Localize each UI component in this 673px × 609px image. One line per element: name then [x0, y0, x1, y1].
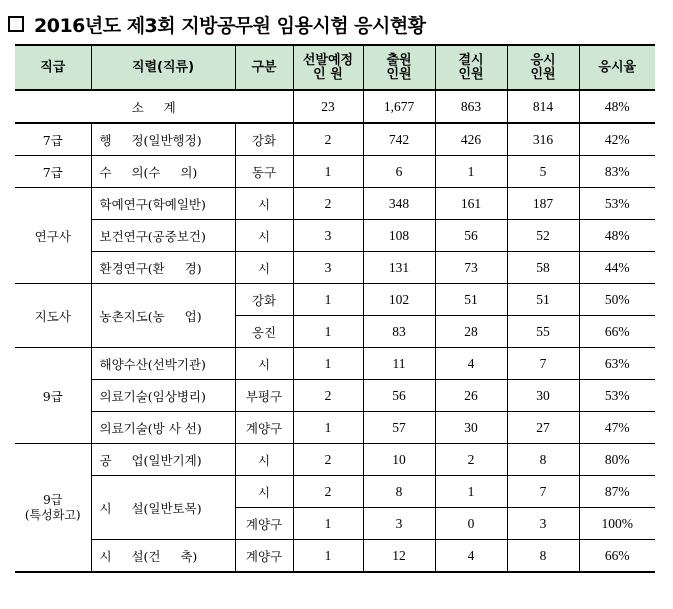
col-header-rate: 응시율 [579, 45, 655, 90]
table-row [15, 476, 655, 508]
takers-cell: 8 [507, 444, 579, 476]
applicants-cell: 12 [363, 540, 435, 573]
takers-cell: 8 [507, 540, 579, 573]
subtotal-rate: 48% [579, 90, 655, 123]
subtotal-absent: 863 [435, 90, 507, 123]
applicants-cell: 3 [363, 508, 435, 540]
grade-cell: 7급 [15, 123, 91, 156]
applicants-cell: 83 [363, 316, 435, 348]
grade-line1: 9급 [43, 492, 63, 507]
takers-cell: 7 [507, 348, 579, 380]
col-header-division: 구분 [235, 45, 293, 90]
absent-cell: 1 [435, 476, 507, 508]
rate-cell: 44% [579, 252, 655, 284]
absent-cell: 26 [435, 380, 507, 412]
division-cell: 옹진 [235, 316, 293, 348]
series-cell: 행 정(일반행정) [91, 123, 235, 156]
quota-cell: 2 [293, 444, 363, 476]
grade-cell: 연구사 [15, 188, 91, 284]
table-row [15, 380, 655, 412]
quota-cell: 1 [293, 348, 363, 380]
table-row [15, 348, 655, 380]
applicants-cell: 131 [363, 252, 435, 284]
quota-cell: 2 [293, 380, 363, 412]
table-row [15, 220, 655, 252]
series-cell: 시 설(일반토목) [91, 476, 235, 540]
grade-cell: 지도사 [15, 284, 91, 348]
takers-cell: 5 [507, 156, 579, 188]
col-header-applicants-line2: 인원 [386, 66, 412, 82]
grade-line2: (특성화고) [24, 507, 81, 522]
rate-cell: 66% [579, 540, 655, 573]
absent-cell: 2 [435, 444, 507, 476]
series-cell: 해양수산(선박기관) [91, 348, 235, 380]
series-cell: 수 의(수 의) [91, 156, 235, 188]
applicants-cell: 102 [363, 284, 435, 316]
series-cell: 환경연구(환 경) [91, 252, 235, 284]
col-header-absent-line1: 결시 [458, 52, 484, 68]
takers-cell: 55 [507, 316, 579, 348]
division-cell: 시 [235, 348, 293, 380]
grade-cell: 9급 [15, 348, 91, 444]
absent-cell: 30 [435, 412, 507, 444]
takers-cell: 187 [507, 188, 579, 220]
applicants-cell: 57 [363, 412, 435, 444]
quota-cell: 1 [293, 316, 363, 348]
series-cell: 농촌지도(농 업) [91, 284, 235, 348]
table-row [15, 412, 655, 444]
absent-cell: 4 [435, 540, 507, 573]
division-cell: 계양구 [235, 412, 293, 444]
series-cell: 의료기술(방 사 선) [91, 412, 235, 444]
header-row [15, 45, 655, 90]
quota-cell: 1 [293, 156, 363, 188]
rate-cell: 66% [579, 316, 655, 348]
subtotal-applicants: 1,677 [363, 90, 435, 123]
subtotal-quota: 23 [293, 90, 363, 123]
takers-cell: 316 [507, 123, 579, 156]
division-cell: 동구 [235, 156, 293, 188]
division-cell: 시 [235, 476, 293, 508]
col-header-takers-line2: 인원 [530, 66, 556, 82]
division-cell: 계양구 [235, 540, 293, 573]
applicants-cell: 56 [363, 380, 435, 412]
table-row [15, 284, 655, 316]
absent-cell: 1 [435, 156, 507, 188]
absent-cell: 51 [435, 284, 507, 316]
absent-cell: 73 [435, 252, 507, 284]
division-cell: 부평구 [235, 380, 293, 412]
subtotal-takers: 814 [507, 90, 579, 123]
quota-cell: 1 [293, 284, 363, 316]
col-header-quota [293, 45, 363, 90]
applicants-cell: 10 [363, 444, 435, 476]
takers-cell: 7 [507, 476, 579, 508]
table-row [15, 156, 655, 188]
quota-cell: 3 [293, 252, 363, 284]
col-header-applicants [363, 45, 435, 90]
division-cell: 강화 [235, 123, 293, 156]
table-row [15, 444, 655, 476]
application-status-table [15, 44, 655, 573]
applicants-cell: 742 [363, 123, 435, 156]
rate-cell: 42% [579, 123, 655, 156]
division-cell: 계양구 [235, 508, 293, 540]
absent-cell: 426 [435, 123, 507, 156]
page-title [8, 8, 426, 40]
absent-cell: 56 [435, 220, 507, 252]
applicants-cell: 108 [363, 220, 435, 252]
col-header-takers-line1: 응시 [530, 52, 556, 68]
quota-cell: 3 [293, 220, 363, 252]
takers-cell: 52 [507, 220, 579, 252]
series-cell: 보건연구(공중보건) [91, 220, 235, 252]
rate-cell: 47% [579, 412, 655, 444]
takers-cell: 3 [507, 508, 579, 540]
takers-cell: 30 [507, 380, 579, 412]
col-header-takers [507, 45, 579, 90]
grade-cell [15, 444, 91, 573]
table-row [15, 540, 655, 573]
applicants-cell: 11 [363, 348, 435, 380]
rate-cell: 48% [579, 220, 655, 252]
takers-cell: 58 [507, 252, 579, 284]
col-header-applicants-line1: 출원 [386, 52, 412, 68]
applicants-cell: 348 [363, 188, 435, 220]
table-row [15, 188, 655, 220]
rate-cell: 80% [579, 444, 655, 476]
applicants-cell: 6 [363, 156, 435, 188]
takers-cell: 51 [507, 284, 579, 316]
col-header-absent-line2: 인원 [458, 66, 484, 82]
division-cell: 시 [235, 188, 293, 220]
absent-cell: 0 [435, 508, 507, 540]
rate-cell: 83% [579, 156, 655, 188]
series-cell: 공 업(일반기계) [91, 444, 235, 476]
absent-cell: 28 [435, 316, 507, 348]
col-header-quota-line2: 인 원 [313, 66, 343, 82]
rate-cell: 50% [579, 284, 655, 316]
table-row [15, 123, 655, 156]
absent-cell: 161 [435, 188, 507, 220]
subtotal-row [15, 90, 655, 123]
division-cell: 시 [235, 252, 293, 284]
col-header-quota-line1: 선발예정 [302, 52, 354, 68]
rate-cell: 87% [579, 476, 655, 508]
division-cell: 시 [235, 444, 293, 476]
title-text: 2016년도 제3회 지방공무원 임용시험 응시현황 [34, 14, 426, 37]
series-cell: 시 설(건 축) [91, 540, 235, 573]
quota-cell: 2 [293, 188, 363, 220]
applicants-cell: 8 [363, 476, 435, 508]
division-cell: 강화 [235, 284, 293, 316]
quota-cell: 1 [293, 540, 363, 573]
table-row [15, 252, 655, 284]
subtotal-label: 소 계 [15, 90, 293, 123]
col-header-absent [435, 45, 507, 90]
series-cell: 의료기술(임상병리) [91, 380, 235, 412]
series-cell: 학예연구(학예일반) [91, 188, 235, 220]
quota-cell: 2 [293, 123, 363, 156]
col-header-series: 직렬(직류) [91, 45, 235, 90]
takers-cell: 27 [507, 412, 579, 444]
quota-cell: 1 [293, 508, 363, 540]
checkbox-square-icon [8, 16, 24, 32]
grade-cell: 7급 [15, 156, 91, 188]
quota-cell: 1 [293, 412, 363, 444]
rate-cell: 63% [579, 348, 655, 380]
col-header-grade: 직급 [15, 45, 91, 90]
quota-cell: 2 [293, 476, 363, 508]
division-cell: 시 [235, 220, 293, 252]
absent-cell: 4 [435, 348, 507, 380]
rate-cell: 53% [579, 380, 655, 412]
rate-cell: 100% [579, 508, 655, 540]
rate-cell: 53% [579, 188, 655, 220]
